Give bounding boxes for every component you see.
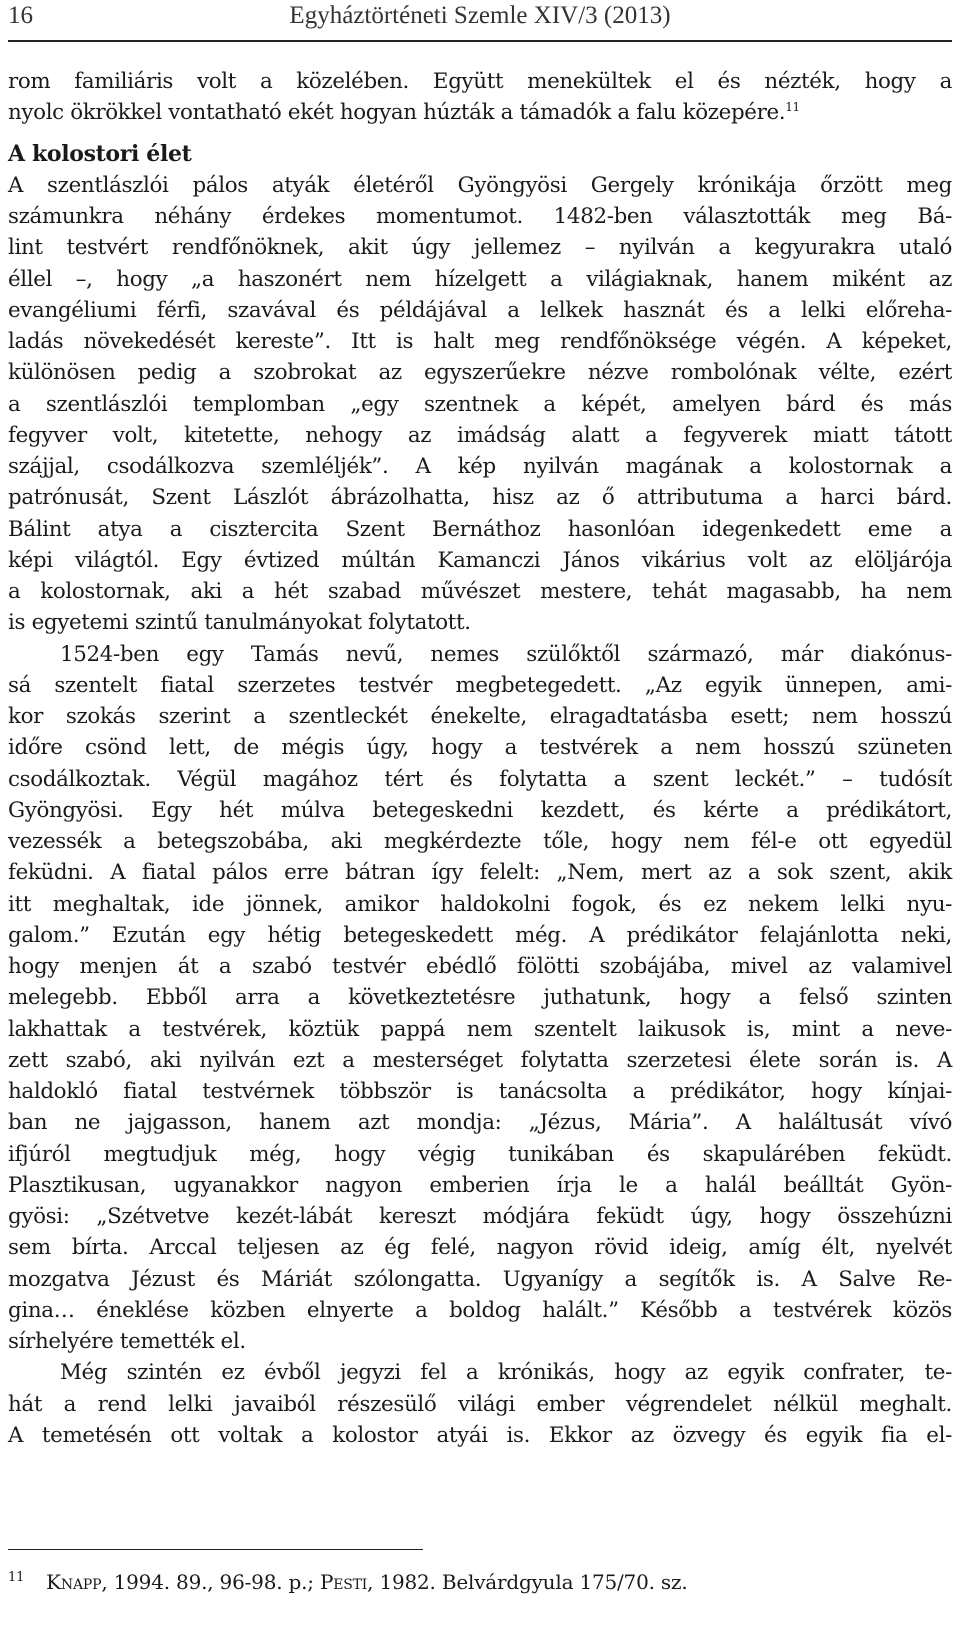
text-line-content: vezessék a betegszobába, aki megkérdezte tőle, hogy nem fél-e ott egyedül xyxy=(8,829,952,854)
footnote-author-2: Pesti xyxy=(320,1570,368,1594)
text-line-content: számunkra néhány érdekes momentumot. 1482-ben választották meg Bá- xyxy=(8,204,952,229)
text-line xyxy=(8,420,952,451)
text-line-content: kor szokás szerint a szentleckét énekelte, elragadtatásba esett; nem hosszú xyxy=(8,704,952,729)
text-line-content: gina… éneklése közben elnyerte a boldog halált.” Később a testvérek közös xyxy=(8,1297,952,1323)
text-line-content: haldokló fiatal testvérnek többször is tanácsolta a prédikátor, hogy kínjai- xyxy=(8,1079,952,1104)
text-line xyxy=(8,1357,952,1388)
running-header xyxy=(8,0,952,42)
text-line-content: A szentlászlói pálos atyák életéről Gyöngyösi Gergely krónikája őrzött meg xyxy=(8,172,952,198)
page-number: 16 xyxy=(8,2,33,29)
text-line xyxy=(8,545,952,576)
body-text xyxy=(8,66,952,1451)
text-line xyxy=(8,97,952,128)
text-line-content: evangéliumi férfi, szavával és példájával a lelkek hasznát és a lelki előreha- xyxy=(8,297,952,323)
text-line-content: is egyetemi szintű tanulmányokat folytatott. xyxy=(8,610,471,636)
text-line xyxy=(8,576,952,607)
text-line xyxy=(8,1170,952,1201)
text-line xyxy=(8,1389,952,1420)
text-line xyxy=(8,889,952,920)
text-line xyxy=(8,1076,952,1107)
journal-title: Egyháztörténeti Szemle XIV/3 (2013) xyxy=(289,2,671,29)
text-line-content: melegebb. Ebből arra a következtetésre juthatunk, hogy a felső szinten xyxy=(8,985,952,1011)
text-line xyxy=(8,857,952,888)
text-line-content: csodálkoztak. Végül magához tért és folytatta a szent leckét.” – tudósít xyxy=(8,766,952,792)
text-line xyxy=(8,295,952,326)
text-line xyxy=(8,670,952,701)
text-line-content: Plasztikusan, ugyanakkor nagyon emberien írja le a halál beálltát Gyön- xyxy=(8,1172,952,1198)
text-line xyxy=(8,1264,952,1295)
text-line xyxy=(8,607,952,638)
text-line-content: hogy menjen át a szabó testvér ebédlő fölötti szobájába, mivel az valamivel xyxy=(8,954,952,979)
text-line xyxy=(8,639,952,670)
footnote xyxy=(8,1570,687,1594)
text-line xyxy=(8,701,952,732)
text-line xyxy=(8,1232,952,1263)
text-line-content: sírhelyére temették el. xyxy=(8,1329,246,1354)
text-line-content: a szentlászlói templomban „egy szentnek a képét, amelyen bárd és más xyxy=(8,391,952,417)
text-line xyxy=(8,264,952,295)
text-line-content: ifjúról megtudjuk még, hogy végig tunikában és skapulárében feküdt. xyxy=(8,1141,952,1167)
text-line xyxy=(8,1326,952,1357)
text-line xyxy=(8,951,952,982)
text-line xyxy=(8,795,952,826)
footnote-text-1: , 1994. 89., 96-98. p.; xyxy=(101,1570,320,1594)
text-line-content: sá szentelt fiatal szerzetes testvér megbetegedett. „Az egyik ünnepen, ami- xyxy=(8,672,952,698)
text-line xyxy=(8,451,952,482)
text-line xyxy=(8,482,952,513)
text-line-content: gyösi: „Szétvetve kezét-lábát kereszt módjára feküdt úgy, hogy összehúzni xyxy=(8,1204,952,1229)
text-line-content: fegyver volt, kitetette, nehogy az imádság alatt a fegyverek miatt tátott xyxy=(8,422,952,448)
text-line-content: hát a rend lelki javaiból részesülő világi ember végrendelet nélkül meghalt. xyxy=(8,1391,952,1417)
footnote-number: 11 xyxy=(8,1570,25,1585)
text-line-content: képi világtól. Egy évtized múltán Kamanczi János vikárius volt az elöljárója xyxy=(8,547,952,573)
text-line-content: sem bírta. Arccal teljesen az ég felé, nagyon rövid ideig, amíg élt, nyelvét xyxy=(8,1235,952,1261)
text-line xyxy=(8,514,952,545)
text-line xyxy=(8,1201,952,1232)
text-line-content: ban ne jajgasson, hanem azt mondja: „Jézus, Mária”. A haláltusát vívó xyxy=(8,1110,952,1136)
text-line xyxy=(8,826,952,857)
text-line-content: 1524-ben egy Tamás nevű, nemes szülőktől származó, már diakónus- xyxy=(60,641,952,667)
text-line-content: lint testvért rendfőnöknek, akit úgy jellemez – nyilván a kegyurakra utaló xyxy=(8,235,952,261)
text-line xyxy=(8,66,952,97)
text-line-content: szájjal, csodálkozva szemléljék”. A kép nyilván magának a kolostornak a xyxy=(8,454,952,479)
text-line-content: mozgatva Jézust és Máriát szólongatta. Ugyanígy a segítők is. A Salve Re- xyxy=(8,1266,952,1292)
footnote-author-1: Knapp xyxy=(46,1570,102,1594)
text-line xyxy=(8,201,952,232)
text-line-content: időre csönd lett, de mégis úgy, hogy a testvérek a nem hosszú szüneten xyxy=(8,735,952,761)
text-line-content: Gyöngyösi. Egy hét múlva betegeskedni kezdett, és kérte a prédikátort, xyxy=(8,797,952,823)
text-line-content: feküdni. A fiatal pálos erre bátran így felelt: „Nem, mert az a sok szent, akik xyxy=(8,860,952,886)
text-line xyxy=(8,232,952,263)
footnote-divider xyxy=(8,1549,423,1550)
text-line xyxy=(8,326,952,357)
text-line-content: éllel –, hogy „a haszonért nem hízelgett a világiaknak, hanem miként az xyxy=(8,266,952,292)
footnote-ref[interactable]: 11 xyxy=(785,100,800,115)
text-line xyxy=(8,920,952,951)
section-heading xyxy=(8,139,952,170)
text-line xyxy=(8,1295,952,1326)
text-line xyxy=(8,357,952,388)
text-line xyxy=(8,1139,952,1170)
text-line-content: A kolostori élet xyxy=(8,140,192,167)
text-line xyxy=(8,764,952,795)
text-line xyxy=(8,732,952,763)
text-line xyxy=(8,1045,952,1076)
text-line-content: Még szintén ez évből jegyzi fel a krónikás, hogy az egyik confrater, te- xyxy=(60,1360,952,1386)
text-line-content: itt meghaltak, ide jönnek, amikor haldokolni fogok, és ez nekem lelki nyu- xyxy=(8,891,952,917)
text-line xyxy=(8,1014,952,1045)
text-line xyxy=(8,1420,952,1451)
text-line-content: Bálint atya a cisztercita Szent Bernáthoz hasonlóan idegenkedett eme a xyxy=(8,516,952,542)
text-line-content: rom familiáris volt a közelében. Együtt menekültek el és nézték, hogy a xyxy=(8,69,952,94)
text-line-content: különösen pedig a szobrokat az egyszerűekre nézve rombolónak vélte, ezért xyxy=(8,360,952,386)
text-line-content: ladás növekedését kereste”. Itt is halt meg rendfőnöksége végén. A képeket, xyxy=(8,329,952,354)
text-line-content: lakhattak a testvérek, köztük pappá nem szentelt laikusok is, mint a neve- xyxy=(8,1016,952,1042)
footnote-text-2: , 1982. Belvárdgyula 175/70. sz. xyxy=(367,1570,688,1594)
text-line xyxy=(8,389,952,420)
text-line xyxy=(8,982,952,1013)
text-line-content: zett szabó, aki nyilván ezt a mesterséget folytatta szerzetesi élete során is. A xyxy=(8,1047,952,1073)
text-line-content: a kolostornak, aki a hét szabad művészet mestere, tehát magasabb, ha nem xyxy=(8,579,952,604)
text-line-content: nyolc ökrökkel vontatható ekét hogyan húzták a támadók a falu közepére. xyxy=(8,100,786,126)
text-line-content: patrónusát, Szent Lászlót ábrázolhatta, hisz az ő attributuma a harci bárd. xyxy=(8,485,952,511)
text-line xyxy=(8,1107,952,1138)
text-line xyxy=(8,170,952,201)
text-line-content: A temetésén ott voltak a kolostor atyái is. Ekkor az özvegy és egyik fia el- xyxy=(8,1422,952,1448)
text-line-content: galom.” Ezután egy hétig betegeskedett még. A prédikátor felajánlotta neki, xyxy=(8,922,952,948)
